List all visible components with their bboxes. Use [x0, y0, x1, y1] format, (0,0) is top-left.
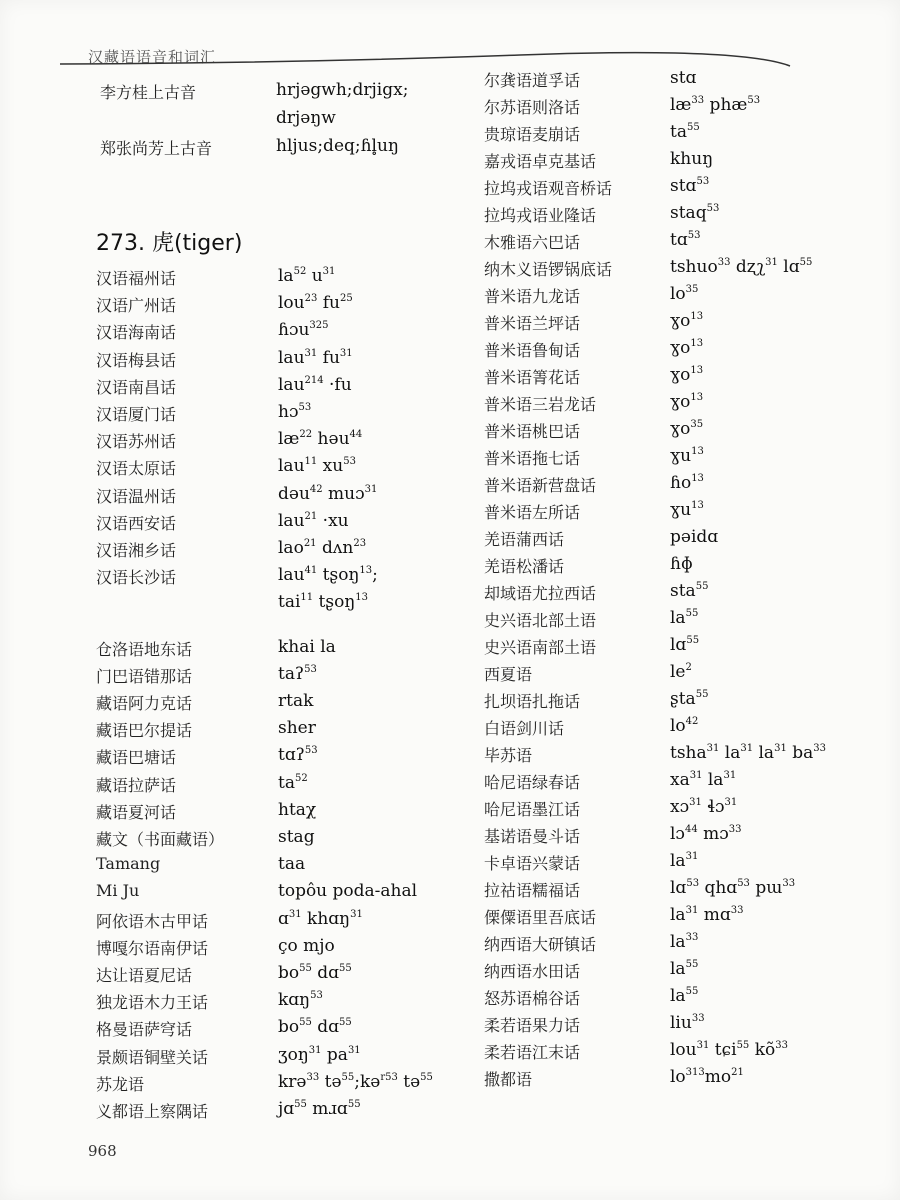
- running-head: 汉藏语语音和词汇: [88, 48, 217, 66]
- language-name: 纳西语大研镇话: [484, 935, 597, 954]
- entry-row: [96, 936, 335, 963]
- entry-row: [96, 963, 352, 990]
- word-form: tɑʔ$^{53}$: [278, 745, 318, 766]
- entry-row: [100, 80, 408, 108]
- word-form: pəidɑ: [670, 527, 719, 547]
- entry-row: [484, 959, 698, 986]
- language-name: 仓洛语地东话: [96, 639, 193, 659]
- language-name: 傈僳语里吾底话: [484, 908, 597, 927]
- word-form: ɣo$^{35}$: [670, 419, 704, 439]
- language-name: 普米语九龙话: [484, 287, 581, 306]
- language-name: 藏文（书面藏语）: [96, 830, 225, 849]
- page-number: 968: [88, 1142, 117, 1160]
- entry-row: [96, 718, 316, 745]
- language-name: 汉语梅县话: [96, 350, 177, 370]
- word-form: taa: [278, 854, 306, 875]
- word-form: ɦo$^{13}$: [670, 473, 704, 493]
- language-name: 史兴语北部土语: [484, 611, 597, 630]
- entry-row: [484, 770, 736, 797]
- word-form: tsha$^{31}$ $la^{31}$ $la^{31}$ $ba^{33}$: [670, 743, 826, 763]
- entry-row: [484, 1067, 744, 1094]
- word-form: lau$^{214}$ ·fu: [278, 374, 352, 395]
- language-name: 汉语海南话: [96, 323, 177, 343]
- language-name: 基诺语曼斗话: [484, 827, 581, 846]
- word-form: ɦɸ: [670, 554, 693, 574]
- entry-row: [484, 635, 699, 662]
- entry-row: [96, 637, 336, 664]
- entry-row: [484, 905, 743, 932]
- entry-row: [96, 293, 353, 320]
- entry-row: [96, 691, 313, 718]
- language-name: 藏语巴塘话: [96, 748, 177, 768]
- language-name: 汉语太原话: [96, 459, 177, 479]
- entry-row: [484, 338, 703, 365]
- word-form: dəu$^{42}$ muɔ$^{31}$: [278, 483, 378, 504]
- entry-row: [484, 149, 713, 176]
- language-name: 史兴语南部土语: [484, 638, 597, 657]
- word-form: $la^{31}$ mɑ$^{33}$: [670, 905, 744, 925]
- word-form: ɣo$^{13}$: [670, 392, 704, 412]
- word-form: $ta^{55}$: [670, 122, 700, 142]
- language-name: 门巴语错那话: [96, 666, 193, 686]
- entry-row: [96, 773, 308, 800]
- language-name: 独龙语木力王话: [96, 993, 209, 1013]
- entry-row: [96, 1045, 361, 1072]
- entry-row: [96, 881, 417, 908]
- entry-row: [96, 909, 363, 936]
- word-form: ɦɔu$^{325}$: [278, 320, 329, 341]
- entry-row: [484, 932, 698, 959]
- entry-row: [96, 990, 323, 1017]
- entry-row: [96, 348, 353, 375]
- language-name: 毕苏语: [484, 746, 533, 765]
- entry-row: [484, 473, 704, 500]
- word-form: xɔ$^{31}$ ɬɔ$^{31}$: [670, 797, 738, 817]
- word-form: htaχ: [278, 799, 317, 820]
- word-form: krə$^{33}$ tə$^{55}$;kə$^{r53}$ tə$^{55}$: [278, 1071, 433, 1092]
- language-name: 却域语尤拉西话: [484, 584, 597, 603]
- word-form: rtak: [278, 691, 314, 711]
- language-name: 西夏语: [484, 665, 533, 684]
- language-name: 普米语拖七话: [484, 449, 581, 468]
- language-name: 怒苏语棉谷话: [484, 989, 581, 1008]
- language-name: 藏语拉萨话: [96, 775, 177, 795]
- language-name: 卡卓语兴蒙话: [484, 854, 581, 873]
- word-form: $ta^{52}$: [278, 772, 308, 793]
- entry-row: [96, 429, 362, 456]
- entry-row: [484, 527, 718, 554]
- language-name: 尔苏语则洛话: [484, 98, 581, 117]
- language-name: 拉祜语糯福话: [484, 881, 581, 900]
- language-name: 纳西语水田话: [484, 962, 581, 981]
- entry-row: [484, 500, 704, 527]
- entry-row: [484, 824, 741, 851]
- entry-row: [96, 1099, 361, 1126]
- word-form: khai la: [278, 636, 336, 657]
- word-form: ɣo$^{13}$: [670, 338, 704, 358]
- entry-row: [96, 484, 377, 511]
- language-name: 格曼语萨穹话: [96, 1020, 193, 1040]
- word-form: topôu poda-ahal: [278, 881, 418, 902]
- language-name: 汉语苏州话: [96, 432, 177, 452]
- entry-row: [484, 851, 698, 878]
- entry-row: [484, 68, 696, 95]
- entry-row: [96, 266, 335, 293]
- word-form: $bo^{55}$ dɑ$^{55}$: [278, 1017, 352, 1038]
- language-name: 郑张尚芳上古音: [100, 139, 213, 158]
- language-name: 汉语湘乡话: [96, 541, 177, 560]
- language-name: 纳木义语锣锅底话: [484, 260, 613, 279]
- language-name: 藏语阿力克话: [96, 694, 193, 713]
- word-form: hrjəgwh;drjigx;: [276, 80, 409, 100]
- entry-row: [96, 456, 356, 483]
- word-form: liu$^{33}$: [670, 1013, 705, 1033]
- language-name: 白语剑川话: [484, 719, 565, 738]
- word-form: lau$^{31}$ $fu^{31}$: [278, 347, 353, 368]
- language-name: 阿依语木古甲话: [96, 911, 209, 931]
- word-form: tai$^{11}$ tʂoŋ$^{13}$: [278, 592, 369, 613]
- entry-row: [100, 136, 399, 164]
- word-form: jɑ$^{55}$ mɹɑ$^{55}$: [278, 1099, 361, 1119]
- language-name: 普米语桃巴话: [484, 422, 581, 441]
- entry-row: [484, 689, 708, 716]
- word-form: hɔ$^{53}$: [278, 402, 312, 422]
- word-form: taʔ$^{53}$: [278, 663, 317, 684]
- language-name: 羌语蒲西话: [484, 530, 565, 549]
- entry-row: [96, 538, 366, 565]
- word-form: stɑ: [670, 68, 697, 88]
- language-name: 羌语松潘话: [484, 557, 565, 576]
- word-form: lɑ$^{53}$ qhɑ$^{53}$ pɯ$^{33}$: [670, 878, 796, 898]
- language-name: 拉坞戎语观音桥话: [484, 179, 613, 198]
- word-form: $la^{31}$: [670, 851, 699, 871]
- entry-row: [484, 176, 709, 203]
- word-form: ɣo$^{13}$: [670, 311, 704, 331]
- entry-row: [484, 554, 693, 581]
- word-form: khuŋ: [670, 149, 714, 169]
- entry-row: [484, 608, 698, 635]
- word-form: ɑ$^{31}$ khɑŋ$^{31}$: [278, 908, 363, 929]
- word-form: lau$^{41}$ tʂoŋ$^{13}$;: [278, 565, 378, 586]
- word-form: ço mjo: [278, 935, 335, 956]
- language-name: 汉语厦门话: [96, 405, 177, 424]
- word-form: $lo^{42}$: [670, 716, 699, 736]
- word-form: sta$^{55}$: [670, 581, 709, 601]
- word-form: stɑ$^{53}$: [670, 176, 710, 196]
- language-name: 藏语夏河话: [96, 802, 177, 822]
- word-form: lou$^{23}$ $fu^{25}$: [278, 293, 353, 314]
- language-name: 普米语左所话: [484, 503, 581, 522]
- word-form: ʒoŋ$^{31}$ $pa^{31}$: [278, 1044, 361, 1065]
- word-form: lɔ$^{44}$ mɔ$^{33}$: [670, 824, 742, 844]
- entry-row: [96, 402, 311, 429]
- word-form: $la^{55}$: [670, 986, 699, 1006]
- language-name: 贵琼语麦崩话: [484, 125, 581, 144]
- word-form: $la^{55}$: [670, 959, 699, 979]
- language-name: 哈尼语绿春话: [484, 773, 581, 792]
- language-name: 苏龙语: [96, 1074, 145, 1094]
- language-name: 扎坝语扎拖话: [484, 692, 581, 711]
- word-form: $xa^{31}$ $la^{31}$: [670, 770, 737, 790]
- word-form: $la^{52}$ $u^{31}$: [278, 266, 336, 286]
- word-form: $lo^{313}mo^{21}$: [670, 1067, 744, 1087]
- word-form: lɑ$^{55}$: [670, 635, 700, 655]
- entry-row: [100, 108, 336, 136]
- word-form: $la^{33}$: [670, 932, 699, 952]
- word-form: hljus;deq;ɦl̥uŋ: [276, 136, 399, 156]
- header-rule: [0, 30, 900, 80]
- entry-title: 273. 虎(tiger): [96, 231, 243, 256]
- language-name: 哈尼语墨江话: [484, 800, 581, 819]
- entry-row: [484, 230, 700, 257]
- language-name: 柔若语江末话: [484, 1043, 581, 1062]
- word-form: tɑ$^{53}$: [670, 230, 701, 250]
- language-name: 景颇语铜壁关话: [96, 1047, 209, 1067]
- language-name: 汉语温州话: [96, 486, 177, 506]
- entry-row: [484, 1040, 788, 1067]
- word-form: lao$^{21}$ dʌn$^{23}$: [278, 538, 367, 558]
- language-name: 撒都语: [484, 1070, 533, 1089]
- entry-row: [484, 1013, 705, 1040]
- language-name: 汉语福州话: [96, 269, 177, 288]
- entry-row: [484, 122, 700, 149]
- language-name: 义都语上察隅话: [96, 1102, 209, 1121]
- entry-row: [96, 827, 315, 854]
- language-name: 木雅语六巴话: [484, 233, 581, 252]
- word-form: $læ^{33}$ phæ$^{53}$: [670, 95, 761, 115]
- entry-row: [96, 1017, 352, 1044]
- entry-row: [484, 392, 703, 419]
- entry-row: [96, 800, 316, 827]
- entry-row: [96, 854, 305, 881]
- entry-row: [484, 716, 698, 743]
- language-name: 柔若语果力话: [484, 1016, 581, 1035]
- entry-row: [96, 664, 317, 691]
- word-form: ɣu$^{13}$: [670, 446, 704, 466]
- word-form: tshuo$^{33}$ dʐʅ$^{31}$ lɑ$^{55}$: [670, 257, 813, 277]
- word-form: stag: [278, 827, 315, 847]
- language-name: Tamang: [96, 854, 161, 874]
- language-name: 普米语鲁甸话: [484, 341, 581, 360]
- entry-row: [484, 203, 719, 230]
- entry-row: [484, 797, 737, 824]
- language-name: 达让语夏尼话: [96, 966, 193, 985]
- language-name: 嘉戎语卓克基话: [484, 152, 597, 171]
- entry-row: [96, 1072, 433, 1099]
- word-form: staq$^{53}$: [670, 203, 720, 223]
- language-name: 普米语兰坪话: [484, 314, 581, 333]
- word-form: ʂta$^{55}$: [670, 689, 709, 709]
- entry-row: [96, 320, 329, 347]
- language-name: 博嘎尔语南伊话: [96, 938, 209, 958]
- language-name: 汉语广州话: [96, 296, 177, 316]
- language-name: 普米语箐花话: [484, 368, 581, 387]
- entry-row: [484, 878, 795, 905]
- language-name: 普米语三岩龙话: [484, 395, 597, 414]
- word-form: $bo^{55}$ dɑ$^{55}$: [278, 963, 352, 983]
- word-form: lau$^{21}$ ·xu: [278, 510, 349, 531]
- word-form: lou$^{31}$ tɕi$^{55}$ $kõ^{33}$: [670, 1040, 788, 1060]
- language-name: 藏语巴尔提话: [96, 721, 193, 741]
- entry-row: [484, 284, 698, 311]
- language-name: 李方桂上古音: [100, 83, 197, 102]
- word-form: $lo^{35}$: [670, 284, 699, 304]
- entry-row: [484, 419, 703, 446]
- word-form: $la^{55}$: [670, 608, 699, 628]
- word-form: ɣu$^{13}$: [670, 500, 704, 520]
- entry-row: [484, 257, 812, 284]
- entry-row: [96, 511, 349, 538]
- entry-row: [484, 95, 760, 122]
- word-form: sher: [278, 718, 316, 739]
- language-name: 汉语南昌话: [96, 377, 177, 397]
- language-name: 尔龚语道孚话: [484, 71, 581, 90]
- word-form: kɑŋ$^{53}$: [278, 990, 323, 1011]
- entry-row: [96, 745, 318, 772]
- word-form: $læ^{22}$ həu$^{44}$: [278, 429, 363, 450]
- entry-row: [96, 592, 368, 619]
- entry-row: [484, 365, 703, 392]
- entry-row: [484, 311, 703, 338]
- word-form: drjəŋw: [276, 108, 336, 128]
- entry-row: [484, 446, 704, 473]
- word-form: $le^2$: [670, 662, 692, 682]
- language-name: Mi Ju: [96, 881, 140, 901]
- entry-row: [484, 581, 708, 608]
- entry-row: [484, 743, 826, 770]
- language-name: 普米语新营盘话: [484, 476, 597, 495]
- word-form: ɣo$^{13}$: [670, 365, 704, 385]
- entry-row: [484, 986, 698, 1013]
- word-form: lau$^{11}$ $xu^{53}$: [278, 456, 356, 477]
- language-name: 汉语长沙话: [96, 568, 177, 588]
- language-name: 拉坞戎语业隆话: [484, 206, 597, 225]
- entry-row: [96, 375, 352, 402]
- entry-row: [484, 662, 692, 689]
- entry-row: [96, 565, 378, 592]
- language-name: 汉语西安话: [96, 513, 177, 533]
